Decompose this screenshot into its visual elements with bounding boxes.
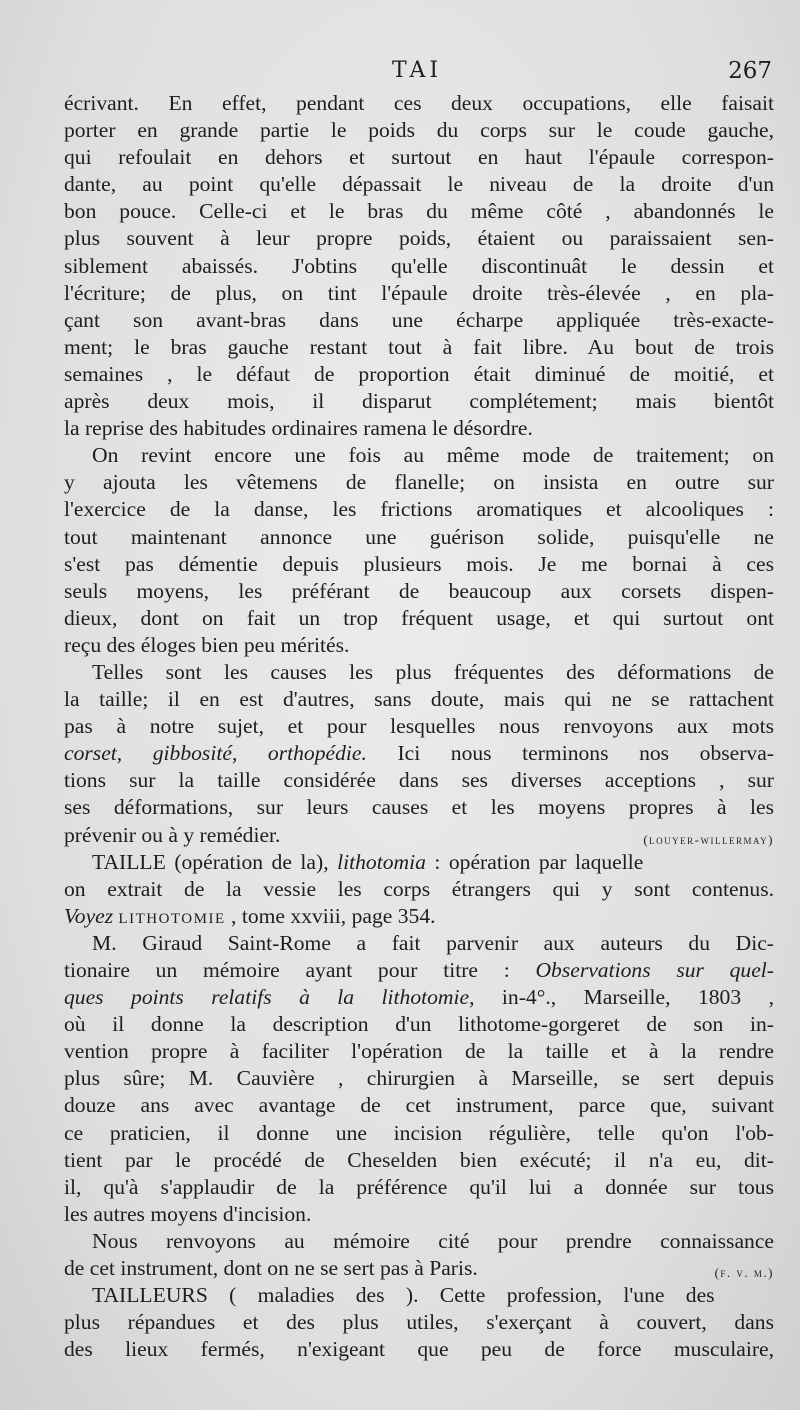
text-line: où il donne la description d'un lithotome-gorgeret de son in- <box>64 1012 774 1037</box>
cross-reference: LITHOTOMIE <box>113 910 226 927</box>
text-line: porter en grande partie le poids du corps sur le coude gauche, <box>64 118 774 143</box>
text-fragment: ( maladies des ). Cette profession, l'une des <box>207 1283 715 1308</box>
text-line <box>64 957 774 984</box>
text-line: les autres moyens d'incision. <box>64 1201 312 1226</box>
text-line: M. Giraud Saint-Rome a fait parvenir aux auteurs du Dic- <box>92 930 774 955</box>
text-line: on extrait de la vessie les corps étrangers qui y sont contenus. <box>64 876 774 901</box>
text-fragment: (opération de la), <box>165 849 338 874</box>
text-line: Nous renvoyons au mémoire cité pour prendre connaissance <box>92 1228 774 1253</box>
text-line: l'exercice de la danse, les frictions aromatiques et alcooliques : <box>64 497 774 522</box>
separator: , <box>231 741 268 766</box>
text-line: y ajouta les vêtemens de flanelle; on insista en outre sur <box>64 470 774 495</box>
page-header <box>62 58 772 90</box>
cross-reference: orthopédie. <box>267 741 367 766</box>
text-line: l'écriture; de plus, on tint l'épaule droite très-élevée , en pla- <box>64 280 774 305</box>
author-signature: (f. v. m.) <box>714 1265 774 1281</box>
text-line: Telles sont les causes les plus fréquentes des déformations de <box>92 659 774 684</box>
text-line: ce praticien, il donne une incision régulière, telle qu'on l'ob- <box>64 1120 774 1145</box>
text-fragment: , tome xxviii, page 354. <box>225 903 436 928</box>
text-line: On revint encore une fois au même mode de traitement; on <box>92 443 774 468</box>
text-fragment: tionaire un mémoire ayant pour titre : <box>64 958 536 982</box>
text-line: plus sûre; M. Cauvière , chirurgien à Marseille, se sert depuis <box>64 1066 774 1091</box>
text-fragment: de cet instrument, dont on ne se sert pas à Paris. <box>64 1256 478 1281</box>
voyez-label: Voyez <box>64 903 114 928</box>
text-line <box>64 903 774 930</box>
text-line: plus souvent à leur propre poids, étaient ou paraissaient sen- <box>64 226 774 251</box>
text-line: semaines , le défaut de proportion était diminué de moitié, et <box>64 361 774 386</box>
text-line: dante, au point qu'elle dépassait le niveau de la droite d'un <box>64 172 774 197</box>
text-line: écrivant. En effet, pendant ces deux occupations, elle faisait <box>64 91 774 115</box>
book-title: Observations sur quel- <box>535 958 775 982</box>
text-line: il, qu'à s'applaudir de la préférence qu'il lui a donnée sur tous <box>64 1174 774 1199</box>
text-line: seuls moyens, les préférant de beaucoup aux corsets dispen- <box>64 578 774 603</box>
latin-term: lithotomia <box>337 849 426 874</box>
text-line: ment; le bras gauche restant tout à fait libre. Au bout de trois <box>64 334 774 359</box>
entry-heading-line <box>64 849 774 876</box>
text-line: la taille; il en est d'autres, sans doute, mais qui ne se rattachent <box>64 687 774 712</box>
text-fragment: Ici nous terminons nos observa- <box>366 741 774 766</box>
cross-reference: corset <box>64 741 117 766</box>
text-line: qui refoulait en dehors et surtout en haut l'épaule correspon- <box>64 145 774 170</box>
cross-reference: gibbosité <box>152 741 232 766</box>
entry-headword: TAILLE <box>92 849 166 874</box>
author-signature: (louyer-willermay) <box>643 831 774 847</box>
text-line: des lieux fermés, n'exigeant que peu de force musculaire, <box>64 1337 774 1362</box>
running-head: TAI <box>391 58 443 83</box>
text-line: siblement abaissés. J'obtins qu'elle discontinuât le dessin et <box>64 253 774 278</box>
text-line: reçu des éloges bien peu mérités. <box>64 632 350 657</box>
text-line: tient par le procédé de Cheselden bien exécuté; il n'a eu, dit- <box>64 1147 774 1172</box>
book-title: ques points relatifs à la lithotomie <box>64 985 470 1010</box>
text-line: douze ans avec avantage de cet instrument, parce que, suivant <box>64 1093 774 1118</box>
text-line: çant son avant-bras dans une écharpe appliquée très-exacte- <box>64 307 774 332</box>
text-line: plus répandues et des plus utiles, s'exerçant à couvert, dans <box>64 1310 774 1335</box>
text-line: pas à notre sujet, et pour lesquelles nous renvoyons aux mots <box>64 714 774 739</box>
separator: , <box>116 741 153 766</box>
page-number: 267 <box>728 58 772 84</box>
text-line: vention propre à faciliter l'opération de la taille et à la rendre <box>64 1039 774 1064</box>
text-fragment: , in-4°., Marseille, 1803 , <box>469 985 774 1010</box>
text-line: s'est pas démentie depuis plusieurs mois. Je me bornai à ces <box>64 551 774 576</box>
text-line <box>64 740 774 767</box>
text-line: bon pouce. Celle-ci et le bras du même côté , abandonnés le <box>64 199 774 224</box>
text-line: ses déformations, sur leurs causes et les moyens propres à les <box>64 795 774 820</box>
text-line: tions sur la taille considérée dans ses diverses acceptions , sur <box>64 768 774 793</box>
text-line <box>64 1255 774 1282</box>
text-line <box>64 822 774 849</box>
text-line: après deux mois, il disparut complétement; mais bientôt <box>64 389 774 414</box>
text-line: dieux, dont on fait un trop fréquent usage, et qui surtout ont <box>64 605 774 630</box>
entry-headword: TAILLEURS <box>92 1283 208 1308</box>
text-line: la reprise des habitudes ordinaires ramena le désordre. <box>64 416 533 441</box>
text-line: tout maintenant annonce une guérison solide, puisqu'elle ne <box>64 524 774 549</box>
text-fragment: prévenir ou à y remédier. <box>64 822 281 847</box>
text-line <box>64 984 774 1011</box>
entry-heading-line <box>64 1282 774 1309</box>
text-fragment: : opération par laquelle <box>425 849 644 874</box>
body-text <box>64 90 774 1363</box>
